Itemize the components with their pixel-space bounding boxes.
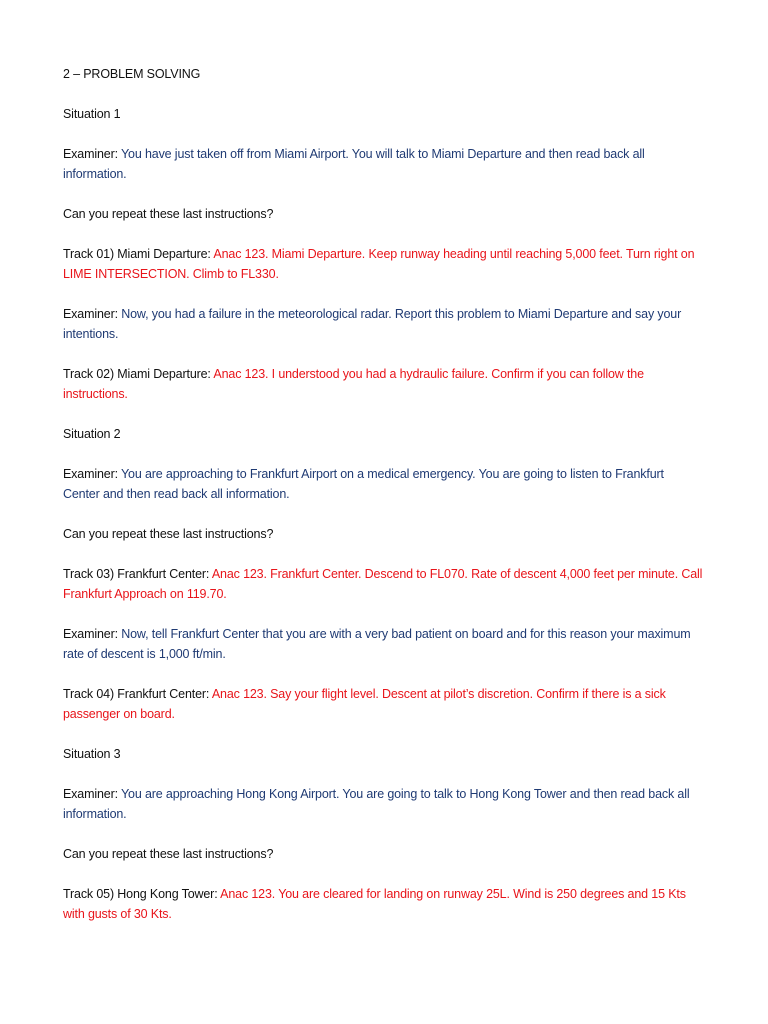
- examiner-label: Examiner:: [63, 467, 122, 481]
- atc-text: Anac 123. Frankfurt Center. Descend to FL070. Rate of descent 4,000 feet per minute. Call Frankfurt Approach on 119.70.: [63, 567, 703, 601]
- repeat-prompt: [63, 204, 703, 224]
- examiner-text: Now, tell Frankfurt Center that you are with a very bad patient on board and for this reason your maximum rate of descent is 1,000 ft/min.: [63, 627, 691, 661]
- track-label: Track 05) Hong Kong Tower:: [63, 887, 221, 901]
- track-label: Track 04) Frankfurt Center:: [63, 687, 212, 701]
- track-label: Track 02) Miami Departure:: [63, 367, 214, 381]
- atc-text: Anac 123. I understood you had a hydraulic failure. Confirm if you can follow the instructions.: [63, 367, 644, 401]
- repeat-prompt: [63, 524, 703, 544]
- repeat-prompt-text: Can you repeat these last instructions?: [63, 527, 274, 541]
- track-paragraph: [63, 684, 703, 724]
- track-label: Track 01) Miami Departure:: [63, 247, 214, 261]
- document-heading: 2 – PROBLEM SOLVING: [63, 67, 201, 81]
- repeat-prompt: [63, 844, 703, 864]
- examiner-text: You have just taken off from Miami Airport. You will talk to Miami Departure and then read back all information.: [63, 147, 645, 181]
- examiner-paragraph: [63, 144, 703, 184]
- situation-heading: [63, 744, 703, 764]
- track-paragraph: [63, 564, 703, 604]
- examiner-label: Examiner:: [63, 307, 122, 321]
- examiner-paragraph: [63, 624, 703, 664]
- track-paragraph: [63, 884, 703, 924]
- atc-text: Anac 123. Miami Departure. Keep runway heading until reaching 5,000 feet. Turn right on LIME INTERSECTION. Climb to FL330.: [63, 247, 695, 281]
- atc-text: Anac 123. Say your flight level. Descent at pilot’s discretion. Confirm if there is a sick passenger on board.: [63, 687, 666, 721]
- situation-heading: [63, 424, 703, 444]
- track-label: Track 03) Frankfurt Center:: [63, 567, 212, 581]
- track-paragraph: [63, 364, 703, 404]
- examiner-label: Examiner:: [63, 627, 122, 641]
- examiner-paragraph: [63, 464, 703, 504]
- examiner-paragraph: [63, 784, 703, 824]
- document-page: [63, 64, 703, 944]
- examiner-text: You are approaching to Frankfurt Airport on a medical emergency. You are going to listen to Frankfurt Center and then read back all information.: [63, 467, 664, 501]
- examiner-label: Examiner:: [63, 147, 122, 161]
- repeat-prompt-text: Can you repeat these last instructions?: [63, 847, 274, 861]
- situation-label: Situation 2: [63, 427, 121, 441]
- examiner-text: Now, you had a failure in the meteorological radar. Report this problem to Miami Departure and say your intentions.: [63, 307, 682, 341]
- situation-label: Situation 1: [63, 107, 121, 121]
- examiner-label: Examiner:: [63, 787, 122, 801]
- situation-label: Situation 3: [63, 747, 121, 761]
- examiner-paragraph: [63, 304, 703, 344]
- track-paragraph: [63, 244, 703, 284]
- atc-text: Anac 123. You are cleared for landing on runway 25L. Wind is 250 degrees and 15 Kts with gusts of 30 Kts.: [63, 887, 686, 921]
- examiner-text: You are approaching Hong Kong Airport. You are going to talk to Hong Kong Tower and then read back all information.: [63, 787, 690, 821]
- repeat-prompt-text: Can you repeat these last instructions?: [63, 207, 274, 221]
- situation-heading: [63, 104, 703, 124]
